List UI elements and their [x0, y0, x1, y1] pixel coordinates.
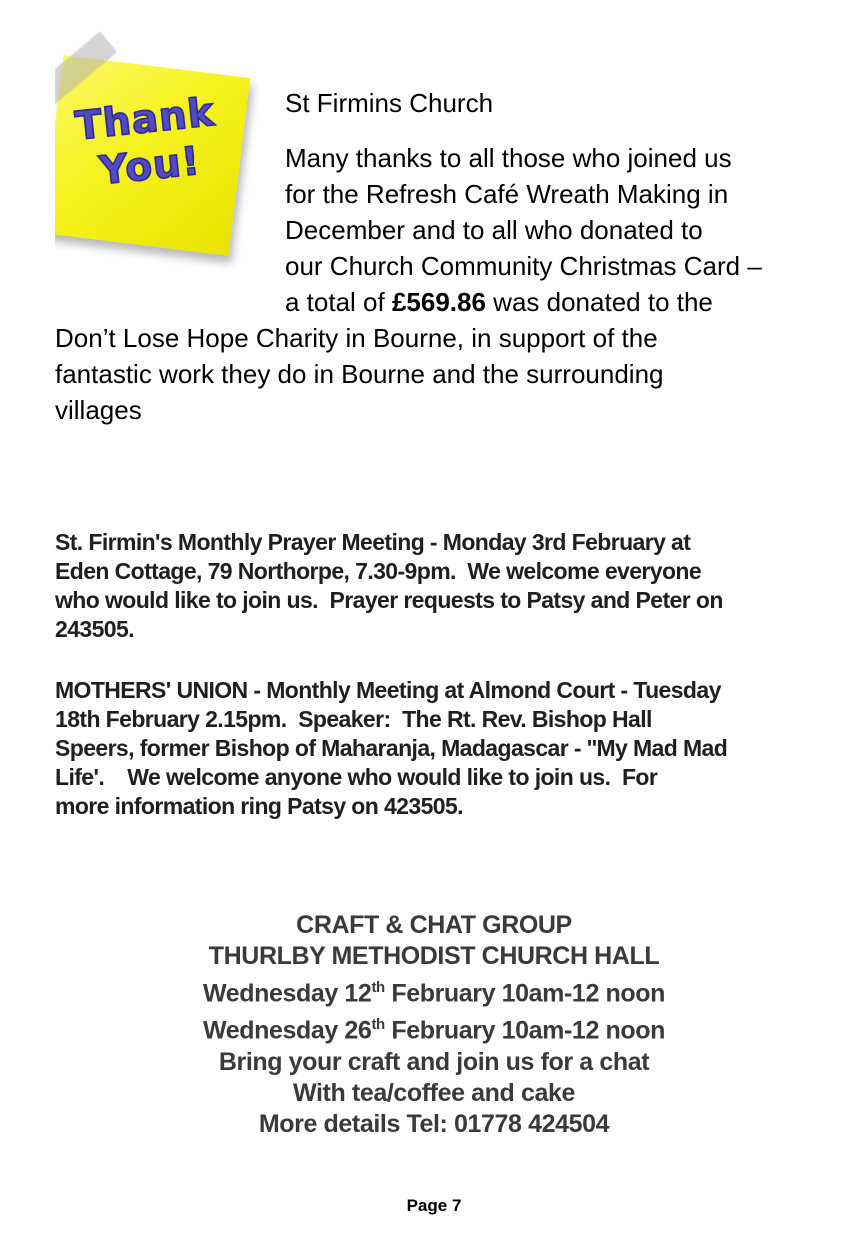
thank-you-note-image	[55, 30, 262, 317]
intro-paragraph-line: fantastic work they do in Bourne and the surrounding	[55, 359, 664, 389]
sticky-note-line1: Thank	[73, 90, 217, 150]
craft-date-line	[55, 1009, 813, 1046]
intro-paragraph-line: villages	[55, 395, 142, 425]
craft-chat-block	[55, 910, 813, 1140]
amount-line-post: was donated to the	[485, 287, 713, 317]
mothers-union-line: MOTHERS' UNION - Monthly Meeting at Almond Court - Tuesday	[55, 677, 721, 703]
craft-date1-post: February 10am-12 noon	[384, 979, 665, 1008]
intro-paragraph-line: Many thanks to all those who joined us	[285, 143, 732, 173]
prayer-meeting-line: Eden Cottage, 79 Northorpe, 7.30-9pm. We welcome everyone	[55, 558, 702, 584]
craft-tel-line: More details Tel: 01778 424504	[258, 1109, 610, 1138]
craft-group-title: CRAFT & CHAT GROUP	[296, 911, 572, 939]
page-title: St Firmins Church	[285, 88, 494, 118]
craft-date-line	[55, 972, 813, 1009]
prayer-meeting-line: 243505.	[55, 616, 134, 642]
sticky-note-text	[55, 87, 246, 200]
intro-paragraph-line: our Church Community Christmas Card –	[285, 251, 762, 281]
intro-paragraph-line: for the Refresh Café Wreath Making in	[285, 179, 729, 209]
mothers-union-line: Speers, former Bishop of Maharanja, Madagascar - ''My Mad Mad	[55, 735, 728, 761]
craft-date2-ordinal: th	[371, 1016, 385, 1034]
craft-date1-pre: Wednesday 12	[203, 979, 372, 1008]
prayer-meeting-paragraph	[55, 528, 813, 644]
craft-date1-ordinal: th	[371, 979, 385, 996]
craft-group-venue: THURLBY METHODIST CHURCH HALL	[208, 942, 660, 970]
prayer-meeting-line: St. Firmin's Monthly Prayer Meeting - Monday 3rd February at	[55, 529, 691, 555]
mothers-union-line: 18th February 2.15pm. Speaker: The Rt. Rev. Bishop Hall	[55, 706, 652, 732]
mothers-union-line: Life'. We welcome anyone who would like to join us. For	[55, 764, 658, 790]
craft-date2-post: February 10am-12 noon	[384, 1016, 665, 1045]
mothers-union-line: more information ring Patsy on 423505.	[55, 793, 463, 819]
prayer-meeting-line: who would like to join us. Prayer requests to Patsy and Peter on	[55, 587, 723, 613]
intro-paragraph-line: December and to all who donated to	[285, 215, 703, 245]
intro-paragraph-line: Don’t Lose Hope Charity in Bourne, in support of the	[55, 323, 658, 353]
craft-bring-line: Bring your craft and join us for a chat	[218, 1047, 650, 1076]
intro-section	[55, 30, 813, 428]
craft-date2-pre: Wednesday 26	[203, 1016, 372, 1045]
donation-amount: £569.86	[391, 287, 486, 317]
amount-line-pre: a total of	[285, 287, 392, 317]
mothers-union-paragraph	[55, 676, 813, 821]
sticky-note	[55, 55, 250, 256]
sticky-note-line2: You!	[97, 138, 203, 195]
craft-tea-line: With tea/coffee and cake	[293, 1078, 575, 1107]
page-number: Page 7	[406, 1195, 462, 1215]
